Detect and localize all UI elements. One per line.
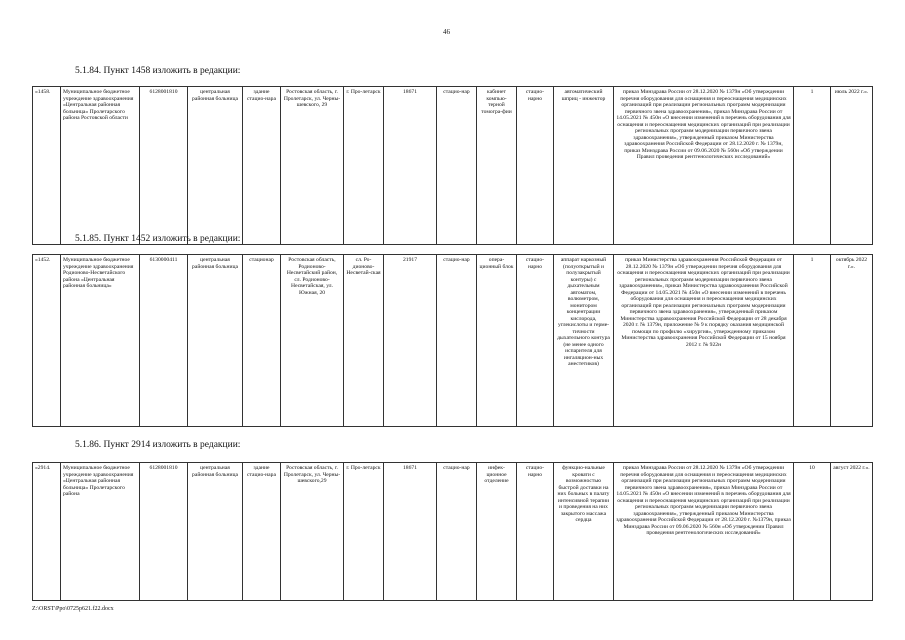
org-type: центральная районная больница [188,463,243,601]
organization-name: Муниципальное бюджетное учреждение здравоохранения «Центральная районная больница» Пролетарского района Ростовской области [61,87,140,245]
org-code: 6130000411 [140,255,188,427]
record-table-2914 [32,462,873,601]
footer-file-path: Z:\ORST\Ppo\0725p621.f22.docx [32,606,114,612]
locality-code: 18671 [384,87,437,245]
organization-name: Муниципальное бюджетное учреждение здравоохранения «Центральная районная больница» Пролетарского района [61,463,140,601]
section-heading-2914: 5.1.86. Пункт 2914 изложить в редакции: [75,440,241,450]
page-number: 46 [443,28,450,36]
item-number: «2914. [33,463,61,601]
org-code: 6128001810 [140,87,188,245]
address: Ростовская область, г. Пролетарск, ул. Черны-шевского, 29 [281,87,344,245]
record-table-1458 [32,86,873,245]
condition: стацио-нарно [517,463,554,601]
address: Ростовская область, г. Пролетарск, ул. Черны-шевского,29 [281,463,344,601]
table-row [33,255,873,427]
care-type: стацио-нар [437,463,477,601]
due-date: октябрь 2022 г.». [831,255,873,427]
locality-code: 18671 [384,463,437,601]
organization-name: Муниципальное бюджетное учреждение здравоохранения Родионово-Несветайского района «Центральная районная больница» [61,255,140,427]
locality: сл. Ро-дионово-Несветай-ская [344,255,384,427]
care-type: стацио-нар [437,255,477,427]
table-row [33,463,873,601]
building: здание стацио-нара [243,463,281,601]
quantity: 10 [794,463,831,601]
room: инфек-ционное отделение [477,463,517,601]
table-row [33,87,873,245]
item-number: «1452. [33,255,61,427]
org-type: центральная районная больница [188,255,243,427]
org-code: 6128001810 [140,463,188,601]
condition: стацио-нарно [517,255,554,427]
legal-basis: приказ Министерства здравоохранения Российской Федерации от 28.12.2020 № 1379н «Об утверждении перечня оборудования для оснащения и переоснащения медицинских организаций при реализации региональных программ модернизации первичного звена здравоохранения», приказ Министерства здравоохранения Российской Федерации от 14.05.2021 № 450н «О внесении изменений в перечень оборудования для оснащения и переоснащения медицинских организаций при реализации региональных программ модернизации первичного звена здравоохранения», утвержденный приказом Министерства здравоохранения Российской Федерации от 28 декабря 2020 г. № 1379н, приложение № 9 к порядку оказания медицинской помощи по профилю «хирургия», утвержденному приказом Министерства здравоохранения Российской Федерации от 15 ноября 2012 г. № 922н [614,255,794,427]
locality-code: 21917 [384,255,437,427]
condition: стацио-нарно [517,87,554,245]
equipment: аппарат наркозный (полуоткрытый и полузакрытый контуры) с дыхательным автоматом, волюметром, монитором концентрации кислорода, углекислоты и герме-тичности дыхательного контура (не менее одного испарителя для ингаляцион-ных анестетиков) [554,255,614,427]
section-heading-1452: 5.1.85. Пункт 1452 изложить в редакции: [75,234,241,244]
record-table-1452 [32,254,873,427]
room: кабинет компью-терной томогра-фии [477,87,517,245]
org-type: центральная районная больница [188,87,243,245]
room: опера-ционный блок [477,255,517,427]
care-type: стацио-нар [437,87,477,245]
equipment: автоматический шприц - инжектор [554,87,614,245]
locality: г. Про-летарск [344,87,384,245]
due-date: июль 2022 г.». [831,87,873,245]
legal-basis: приказ Минздрава России от 28.12.2020 № 1379н «Об утверждении перечня оборудования для оснащения и переоснащения медицинских организаций при реализации региональных программ модернизации первичного звена здравоохранения», приказ Минздрава России от 14.05.2021 № 450н «О внесении изменений в перечень оборудования для оснащения и переоснащения медицинских организаций при реализации региональных программ модернизации первичного звена здравоохранения», утвержденный приказом Министерства здравоохранения Российской Федерации от 28.12.2020 г. №1379н, приказ Минздрава России от 09.06.2020 № 560н «Об утверждении Правил проведения рентгенологических исследований» [614,463,794,601]
equipment: функцио-нальные кровати с возможностью быстрой доставки на них больных в палату интенсивной терапии и проведения на них закрытого массажа сердца [554,463,614,601]
legal-basis: приказ Минздрава России от 28.12.2020 № 1379н «Об утверждении перечня оборудования для оснащения и переоснащения медицинских организаций при реализации региональных программ модернизации первичного звена здравоохранения», приказ Минздрава России от 14.05.2021 № 450н «О внесении изменений в перечень оборудования для оснащения и переоснащения медицинских организаций при реализации региональных программ модернизации первичного звена здравоохранения», утвержденный приказом Министерства здравоохранения Российской Федерации от 28.12.2020 г. № 1379н, приказ Минздрава России от 09.06.2020 № 560н «Об утверждении Правил проведения рентгенологических исследований» [614,87,794,245]
building: стационар [243,255,281,427]
section-heading-1458: 5.1.84. Пункт 1458 изложить в редакции: [75,66,241,76]
quantity: 1 [794,255,831,427]
building: здание стацио-нара [243,87,281,245]
item-number: «1458. [33,87,61,245]
address: Ростовская область, Родионово-Несветайский район, сл. Родионово-Несветайская, ул. Южная, 20 [281,255,344,427]
locality: г. Про-летарск [344,463,384,601]
quantity: 1 [794,87,831,245]
due-date: август 2022 г.». [831,463,873,601]
